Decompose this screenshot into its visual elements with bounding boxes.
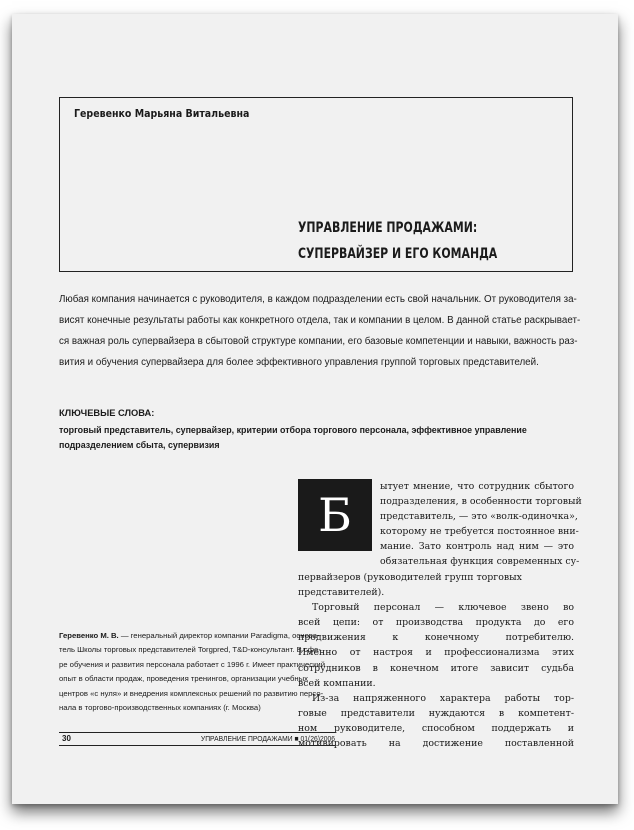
journal-issue: УПРАВЛЕНИЕ ПРОДАЖАМИ ■ 01(26)2006 xyxy=(200,734,335,743)
keywords-list xyxy=(59,423,529,453)
article-line: которому не требуется постоянное вни- xyxy=(380,526,579,538)
drop-cap: Б xyxy=(298,479,372,551)
article-line: представитель, — это «волк-одиночка», xyxy=(380,511,578,523)
page-number: 30 xyxy=(62,734,71,743)
article-body xyxy=(298,570,574,751)
abstract-line: висят конечные результаты работы как конкретного отдела, так и компании в целом. В данной статье раскрывает- xyxy=(59,315,581,326)
keywords-heading: КЛЮЧЕВЫЕ СЛОВА: xyxy=(59,408,155,418)
abstract-line: ся важная роль супервайзера в сбытовой структуре компании, его базовые компетенции и навыки, важность раз- xyxy=(59,336,578,347)
abstract xyxy=(59,289,579,373)
article-line: Из-за напряженного характера работы тор- xyxy=(312,692,574,704)
article-line: первайзеров (руководителей групп торговых xyxy=(298,572,522,583)
article-text-beside-dropcap xyxy=(380,479,582,570)
article-line: Именно от настроя и профессионализма этих xyxy=(298,647,574,659)
article-line: подразделения, в особенности торговый xyxy=(380,496,582,508)
magazine-page xyxy=(12,14,618,804)
bio-line: центров «с нуля» и внедрения комплексных решений по развитию персо- xyxy=(59,688,324,698)
article-line: мотивировать на достижение поставленной xyxy=(298,738,574,750)
article-line: сотрудников в конечном итоге зависит судьба xyxy=(298,662,574,674)
article-title xyxy=(298,215,497,267)
page-footer xyxy=(59,732,335,746)
abstract-line: вития и обучения супервайзера для более эффективного управления группой торговых представителей. xyxy=(59,357,539,368)
author-name: Геревенко Марьяна Витальевна xyxy=(74,108,250,120)
bio-line: нала в торгово-производственных компаниях (г. Москва) xyxy=(59,703,261,713)
article-line: всей цепи: от производства продукта до его xyxy=(298,617,574,629)
article-line: ном руководителе, способном поддержать и xyxy=(298,722,574,734)
title-line-1: УПРАВЛЕНИЕ ПРОДАЖАМИ: xyxy=(298,220,478,236)
article-line: ытует мнение, что сотрудник сбытого xyxy=(380,481,574,492)
article-line: всей компании. xyxy=(298,677,376,689)
bio-line: тель Школы торговых представителей Torgpred, T&D-консультант. В сфе- xyxy=(59,645,321,655)
bio-line: опыт в области продаж, проведения тренингов, организации учебных xyxy=(59,674,308,684)
article-header-box xyxy=(59,97,573,272)
article-line: представителей). xyxy=(298,587,385,599)
title-line-2: СУПЕРВАЙЗЕР И ЕГО КОМАНДА xyxy=(298,246,498,262)
keywords-line: торговый представитель, супервайзер, критерии отбора торгового персонала, эффективное управление xyxy=(59,425,527,435)
abstract-line: Любая компания начинается с руководителя, в каждом подразделении есть свой начальник. От руководителя за- xyxy=(59,294,577,305)
bio-line xyxy=(59,629,334,643)
article-line: обязательная функция современных су- xyxy=(380,556,580,568)
bio-name: Геревенко М. В. xyxy=(59,631,119,640)
bio-line: ре обучения и развития персонала работает с 1996 г. Имеет практический xyxy=(59,659,326,669)
author-bio xyxy=(59,629,334,715)
keywords-line: подразделением сбыта, супервизия xyxy=(59,440,220,450)
article-line: говые представители нуждаются в компетент- xyxy=(298,707,574,719)
bio-first-line-rest: — генеральный директор компании Paradigma, основа- xyxy=(118,631,320,640)
article-line: мание. Зато контроль над ним — это xyxy=(380,541,574,553)
article-line: продвижения к конечному потребителю. xyxy=(298,632,574,644)
article-line: Торговый персонал — ключевое звено во xyxy=(312,602,574,614)
